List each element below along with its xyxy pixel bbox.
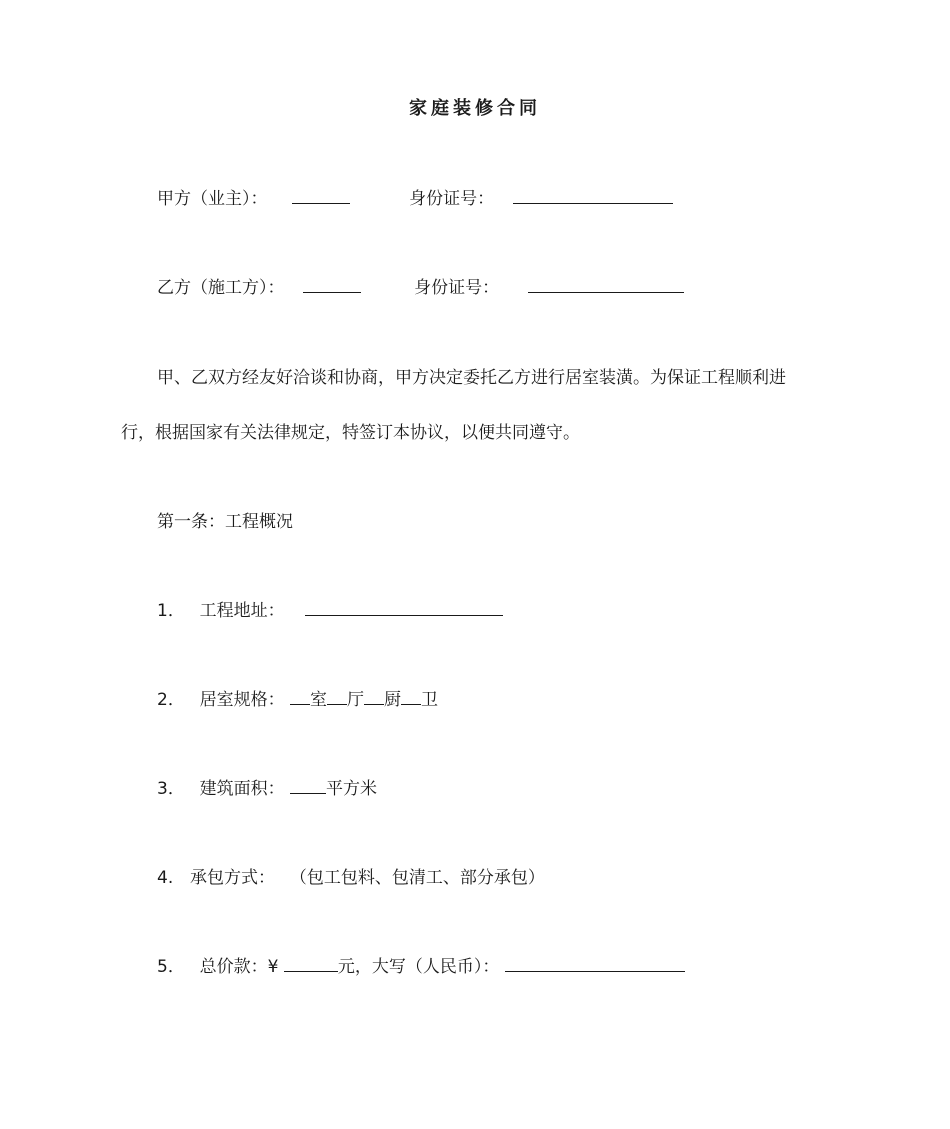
- item-3-row: [157, 778, 377, 800]
- item-2-label: 居室规格：: [199, 690, 285, 710]
- total-price-words-blank[interactable]: [505, 956, 685, 972]
- item-3-label: 建筑面积：: [199, 779, 285, 799]
- article-1-heading: 第一条：工程概况: [157, 512, 293, 532]
- party-a-id-label: 身份证号：: [409, 189, 495, 209]
- total-price-blank[interactable]: [284, 956, 338, 972]
- party-a-name-blank[interactable]: [292, 188, 350, 204]
- bathrooms-blank[interactable]: [401, 689, 421, 705]
- item-1-row: [157, 600, 503, 622]
- item-5-unit: 元，大写（人民币）：: [337, 957, 500, 977]
- item-2-row: [157, 689, 438, 711]
- party-b-name-blank[interactable]: [303, 277, 361, 293]
- item-4-row: [157, 867, 545, 889]
- party-b-label: 乙方（施工方）：: [157, 278, 285, 298]
- item-4-label: 承包方式：: [190, 868, 276, 888]
- party-a-row: [157, 188, 673, 210]
- party-b-row: [157, 277, 684, 299]
- item-5-label: 总价款：¥: [199, 957, 279, 977]
- item-1-label: 工程地址：: [199, 601, 285, 621]
- area-blank[interactable]: [290, 778, 326, 794]
- kitchens-blank[interactable]: [364, 689, 384, 705]
- halls-blank[interactable]: [327, 689, 347, 705]
- area-unit: 平方米: [326, 779, 378, 799]
- item-5-number: 5．: [157, 957, 185, 977]
- item-2-number: 2．: [157, 690, 185, 710]
- bathrooms-unit: 卫: [421, 690, 439, 710]
- item-3-number: 3．: [157, 779, 185, 799]
- kitchens-unit: 厨: [384, 690, 402, 710]
- rooms-unit: 室: [310, 690, 328, 710]
- rooms-blank[interactable]: [290, 689, 310, 705]
- item-5-row: [157, 956, 685, 978]
- preamble-line-2: 行，根据国家有关法律规定，特签订本协议，以便共同遵守。: [121, 423, 580, 443]
- item-1-number: 1．: [157, 601, 185, 621]
- party-b-id-label: 身份证号：: [414, 278, 500, 298]
- project-address-blank[interactable]: [305, 600, 503, 616]
- preamble-line-1: 甲、乙双方经友好洽谈和协商，甲方决定委托乙方进行居室装潢。为保证工程顺利进: [157, 368, 786, 388]
- party-a-label: 甲方（业主）：: [157, 189, 268, 209]
- item-4-number: 4.: [157, 868, 174, 888]
- party-b-id-blank[interactable]: [528, 277, 684, 293]
- party-a-id-blank[interactable]: [513, 188, 673, 204]
- contract-type-options: （包工包料、包清工、部分承包）: [289, 868, 545, 888]
- page-title: 家庭装修合同: [409, 98, 541, 119]
- halls-unit: 厅: [347, 690, 365, 710]
